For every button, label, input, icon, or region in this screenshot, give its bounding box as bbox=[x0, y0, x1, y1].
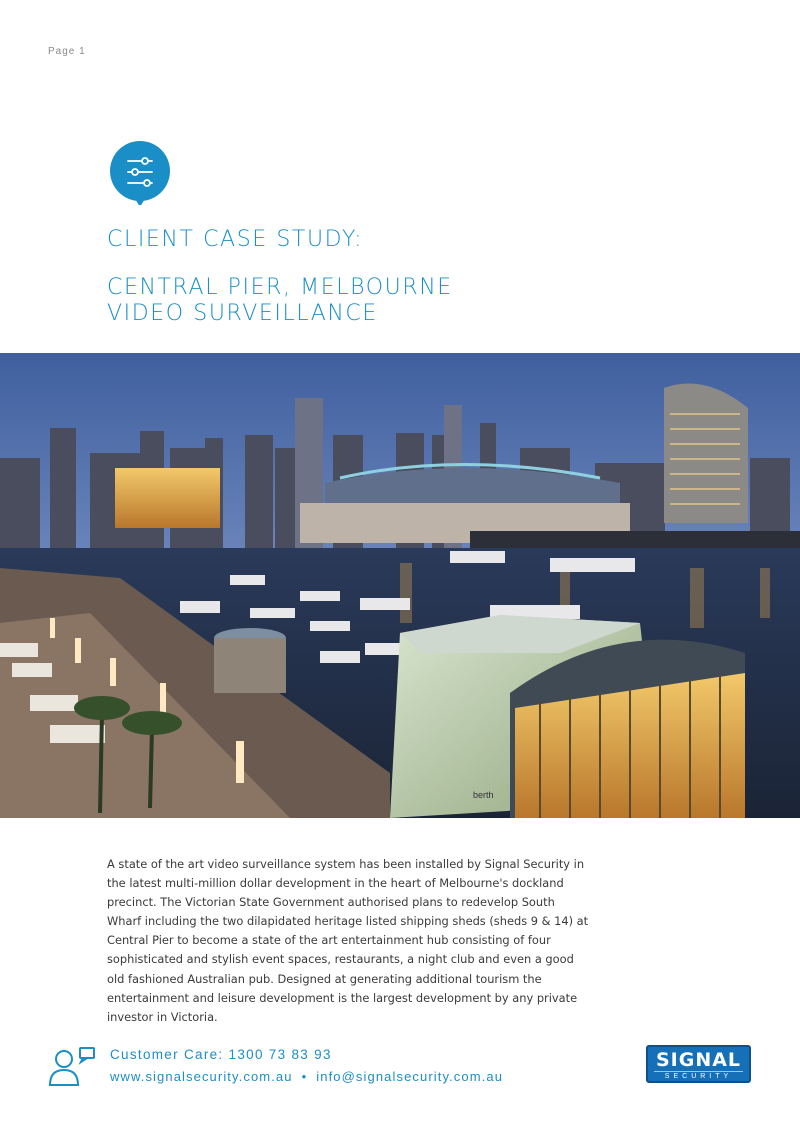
page-title: CENTRAL PIER, MELBOURNE bbox=[107, 275, 453, 300]
contact-links bbox=[110, 1069, 503, 1084]
case-study-label: CLIENT CASE STUDY: bbox=[107, 227, 364, 252]
website-link[interactable]: www.signalsecurity.com.au bbox=[110, 1069, 293, 1084]
customer-care-phone: Customer Care: 1300 73 83 93 bbox=[110, 1047, 332, 1062]
logo-sub-text: SECURITY bbox=[654, 1071, 743, 1081]
berth-sign: berth bbox=[473, 790, 494, 800]
logo-main-text: SIGNAL bbox=[655, 1049, 742, 1071]
signal-security-logo bbox=[646, 1045, 751, 1083]
link-separator: • bbox=[301, 1069, 308, 1084]
email-link[interactable]: info@signalsecurity.com.au bbox=[316, 1069, 504, 1084]
page-subtitle: VIDEO SURVEILLANCE bbox=[107, 301, 378, 326]
central-pier-photo bbox=[0, 353, 800, 818]
customer-care-icon bbox=[46, 1045, 98, 1087]
page-number: Page 1 bbox=[48, 46, 86, 57]
sliders-icon bbox=[108, 141, 172, 205]
case-study-description: A state of the art video surveillance system has been installed by Signal Security in the latest multi-million dollar development in the heart of Melbourne's dockland precinct. The Victorian State Government authorised plans to redevelop South Wharf including the two dilapidated heritage listed shipping sheds (sheds 9 & 14) at Central Pier to become a state of the art entertainment hub consisting of four sophisticated and stylish event spaces, restaurants, a night club and even a good old fashioned Australian pub. Designed at generating additional tourism the entertainment and leisure development is the largest development by any private investor in Victoria. bbox=[107, 857, 589, 1024]
